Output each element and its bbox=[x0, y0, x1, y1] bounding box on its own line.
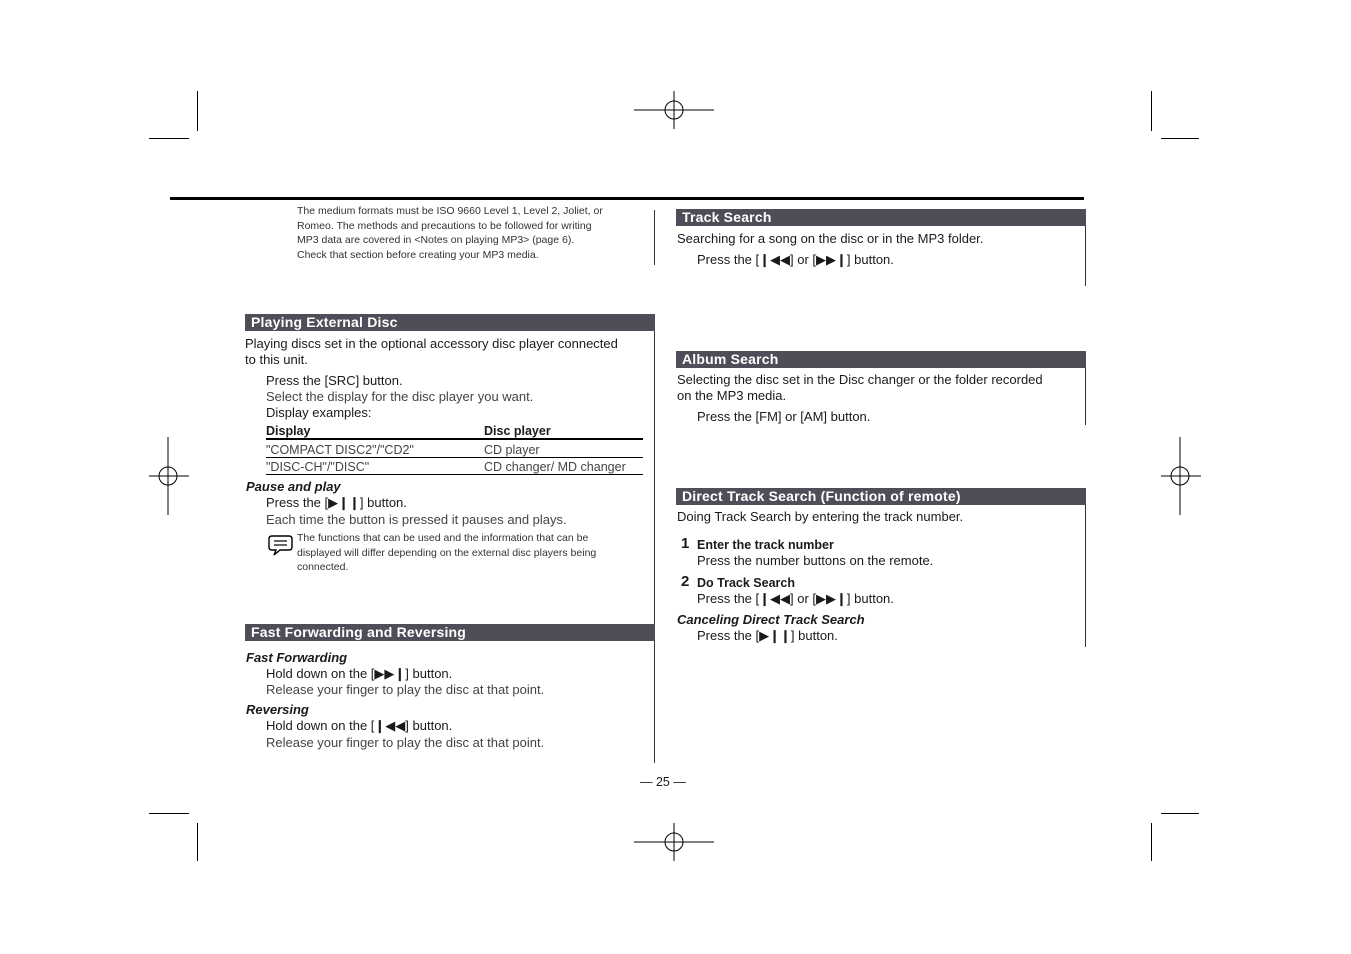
table-cell: CD player bbox=[484, 443, 540, 457]
section-heading-fast-forwarding: Fast Forwarding and Reversing bbox=[245, 624, 655, 641]
note-icon bbox=[268, 533, 294, 557]
registration-mark-icon bbox=[1161, 437, 1201, 515]
step-text: Press the [FM] or [AM] button. bbox=[697, 409, 871, 424]
section-heading-playing-external-disc: Playing External Disc bbox=[245, 314, 655, 331]
section-description: to this unit. bbox=[245, 352, 308, 367]
section-heading-track-search: Track Search bbox=[676, 209, 1086, 226]
step-detail: Release your finger to play the disc at that point. bbox=[266, 682, 545, 697]
subheading-fast-forwarding: Fast Forwarding bbox=[246, 650, 348, 665]
crop-mark bbox=[1151, 91, 1152, 131]
table-rule bbox=[266, 457, 643, 458]
section-heading-direct-track-search: Direct Track Search (Function of remote) bbox=[676, 488, 1086, 505]
step-text: Press the [❙◀◀] or [▶▶❙] button. bbox=[697, 252, 894, 267]
crop-mark bbox=[149, 813, 189, 814]
step-title: Enter the track number bbox=[697, 538, 834, 552]
page-number: — 25 — bbox=[640, 775, 686, 789]
intro-note-line: The medium formats must be ISO 9660 Level 1, Level 2, Joliet, or bbox=[297, 205, 603, 217]
crop-mark bbox=[197, 91, 198, 131]
step-number: 1 bbox=[681, 535, 690, 552]
subheading-canceling-direct-track-search: Canceling Direct Track Search bbox=[677, 612, 865, 627]
step-text: Press the [▶❙❙] button. bbox=[266, 495, 407, 510]
intro-note-line: Romeo. The methods and precautions to be followed for writing bbox=[297, 220, 592, 232]
registration-mark-icon bbox=[634, 91, 714, 129]
intro-note-line: Check that section before creating your MP3 media. bbox=[297, 249, 539, 261]
step-text: Hold down on the [❙◀◀] button. bbox=[266, 718, 453, 733]
note-line: displayed will differ depending on the external disc players being bbox=[297, 547, 597, 559]
step-title: Do Track Search bbox=[697, 576, 795, 590]
table-cell: "DISC-CH"/"DISC" bbox=[266, 460, 370, 474]
table-cell: "COMPACT DISC2"/"CD2" bbox=[266, 443, 414, 457]
step-text: Press the [▶❙❙] button. bbox=[697, 628, 838, 643]
step-text: Press the [SRC] button. bbox=[266, 373, 403, 388]
table-cell: CD changer/ MD changer bbox=[484, 460, 626, 474]
note-line: connected. bbox=[297, 561, 349, 573]
registration-mark-icon bbox=[149, 437, 189, 515]
section-description: Doing Track Search by entering the track number. bbox=[677, 509, 964, 524]
table-header-display: Display bbox=[266, 424, 311, 438]
step-detail: Release your finger to play the disc at that point. bbox=[266, 735, 545, 750]
step-detail: Each time the button is pressed it pauses and plays. bbox=[266, 512, 567, 527]
section-heading-album-search: Album Search bbox=[676, 351, 1086, 368]
column-divider bbox=[1085, 490, 1086, 647]
section-description: Playing discs set in the optional accessory disc player connected bbox=[245, 336, 618, 351]
step-text: Display examples: bbox=[266, 405, 372, 420]
crop-mark bbox=[1161, 813, 1199, 814]
step-number: 2 bbox=[681, 573, 690, 590]
section-description: on the MP3 media. bbox=[677, 388, 787, 403]
table-header-disc-player: Disc player bbox=[484, 424, 551, 438]
registration-mark-icon bbox=[634, 823, 714, 861]
crop-mark bbox=[1151, 823, 1152, 861]
step-text: Press the [❙◀◀] or [▶▶❙] button. bbox=[697, 591, 894, 606]
subheading-pause-and-play: Pause and play bbox=[246, 479, 341, 494]
column-divider bbox=[654, 331, 655, 763]
crop-mark bbox=[1161, 138, 1199, 139]
intro-note-line: MP3 data are covered in <Notes on playing MP3> (page 6). bbox=[297, 234, 575, 246]
step-text: Press the number buttons on the remote. bbox=[697, 553, 934, 568]
step-text: Hold down on the [▶▶❙] button. bbox=[266, 666, 453, 681]
crop-mark bbox=[149, 138, 189, 139]
section-description: Searching for a song on the disc or in the MP3 folder. bbox=[677, 231, 984, 246]
table-rule bbox=[266, 438, 643, 440]
step-detail: Select the display for the disc player you want. bbox=[266, 389, 534, 404]
column-divider bbox=[654, 210, 655, 265]
subheading-reversing: Reversing bbox=[246, 702, 309, 717]
section-description: Selecting the disc set in the Disc changer or the folder recorded bbox=[677, 372, 1043, 387]
note-line: The functions that can be used and the information that can be bbox=[297, 532, 589, 544]
crop-mark bbox=[197, 823, 198, 861]
table-rule bbox=[266, 474, 643, 475]
header-rule bbox=[170, 197, 1084, 200]
